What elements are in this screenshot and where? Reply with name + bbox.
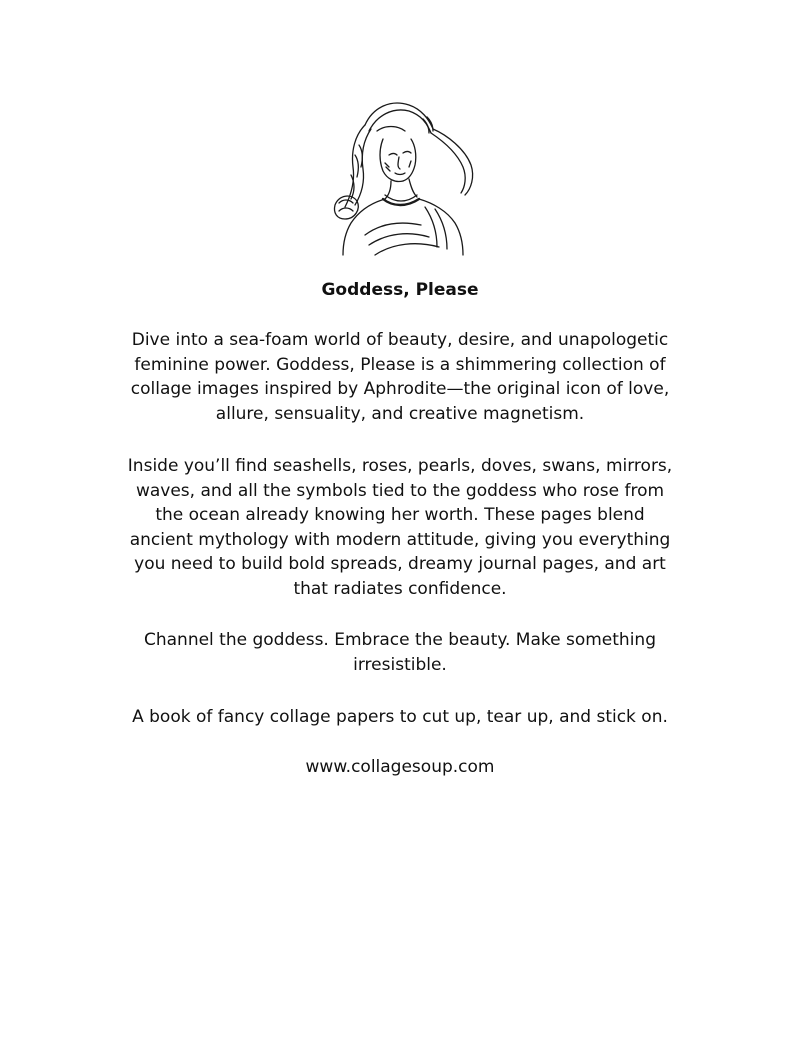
text-line: Dive into a sea-foam world of beauty, desire, and unapologetic [131,330,669,350]
goddess-illustration-icon [325,95,477,260]
text-line: irresistible. [353,654,447,675]
text-line: feminine power. Goddess, Please is a shimmering collection of [134,354,666,375]
text-line: that radiates confidence. [293,578,507,599]
paragraph-intro [100,328,700,426]
text-line: allure, sensuality, and creative magnetism. [215,403,585,424]
paragraph-call-to-action [100,628,700,677]
text-line: ancient mythology with modern attitude, giving you everything [129,529,671,550]
document-title: Goddess, Please [321,280,479,300]
text-line: Channel the goddess. Embrace the beauty. Make something [143,630,656,650]
text-line: Inside you’ll find seashells, roses, pearls, doves, swans, mirrors, [127,456,673,476]
text-line: collage images inspired by Aphrodite—the original icon of love, [130,379,670,399]
text-line: A book of fancy collage papers to cut up, tear up, and stick on. [132,707,668,727]
text-line: the ocean already knowing her worth. These pages blend [155,505,645,525]
paragraph-contents [100,454,700,601]
text-line: you need to build bold spreads, dreamy journal pages, and art [134,554,666,574]
website-link[interactable]: www.collagesoup.com [305,757,495,777]
text-line: waves, and all the symbols tied to the goddess who rose from [135,480,665,501]
paragraph-description [100,705,700,730]
